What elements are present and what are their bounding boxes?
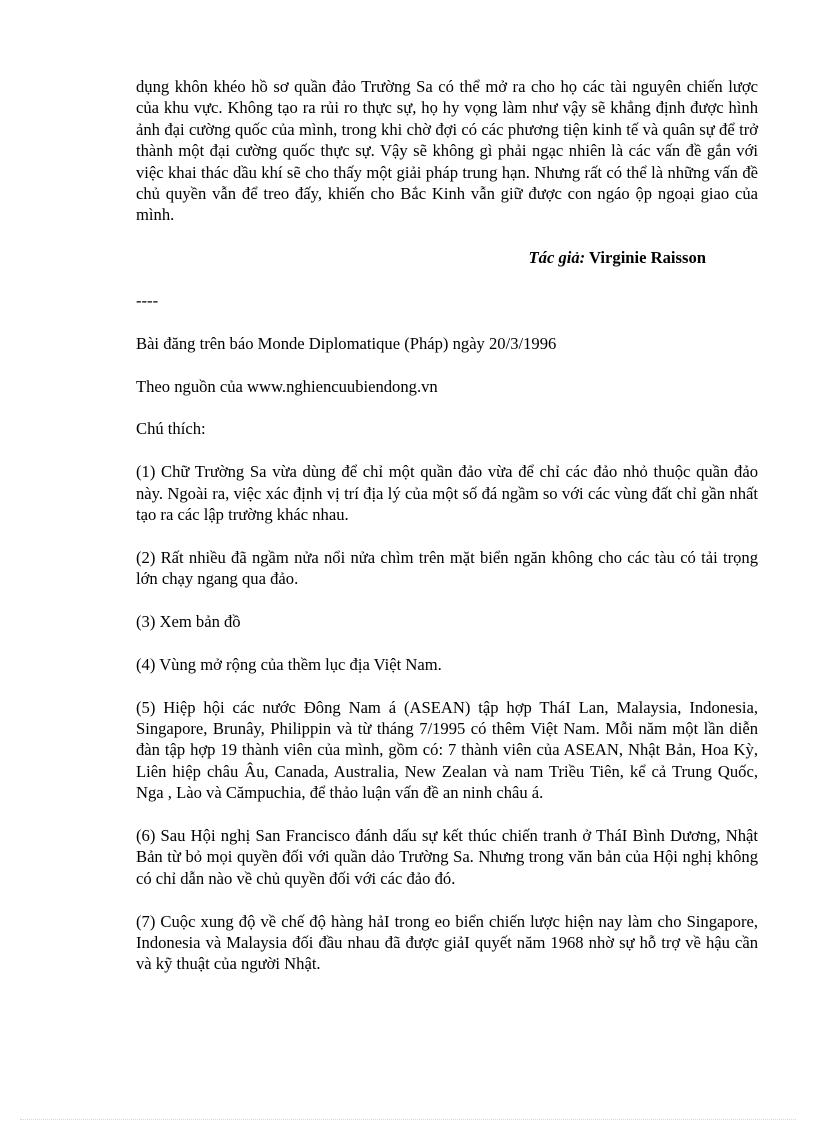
notes-heading: Chú thích: <box>136 419 206 439</box>
source-line: Theo nguồn của www.nghiencuubiendong.vn <box>136 376 438 396</box>
note-5: (5) Hiệp hội các nước Đông Nam á (ASEAN) tập hợp TháI Lan, Malaysia, Indonesia, Singapore, Brunây, Philippin và từ tháng 7/1995 có thêm Việt Nam. Mỗi năm một lần diễn đàn tập hợp 19 thành viên của mình, gồm có: 7 thành viên của ASEAN, Nhật Bản, Hoa Kỳ, Liên hiệp châu Âu, Canada, Australia, New Zealan và nam Triều Tiên, kể cả Trung Quốc, Nga , Lào và Cămpuchia, để thảo luận vấn đề an ninh châu á. <box>136 697 758 803</box>
note-3: (3) Xem bản đồ <box>136 612 241 632</box>
note-4: (4) Vùng mở rộng của thềm lục địa Việt Nam. <box>136 654 442 674</box>
page-bottom-divider <box>20 1119 796 1120</box>
separator: ---- <box>136 291 159 311</box>
author-label: Tác giả: <box>528 248 586 268</box>
note-1: (1) Chữ Trường Sa vừa dùng để chỉ một quần đảo vừa để chỉ các đảo nhỏ thuộc quần đảo này. Ngoài ra, việc xác định vị trí địa lý của một số đá ngầm so với các vùng đất chỉ gần nhất tạo ra các lập trường khác nhau. <box>136 462 758 525</box>
note-7: (7) Cuộc xung độ về chế độ hàng hảI trong eo biển chiến lược hiện nay làm cho Singapore, Indonesia và Malaysia đối đầu nhau đã được giảI quyết năm 1968 nhờ sự hỗ trợ về hậu cần và kỹ thuật của người Nhật. <box>136 911 758 974</box>
published-line: Bài đăng trên báo Monde Diplomatique (Pháp) ngày 20/3/1996 <box>136 333 557 353</box>
author-line <box>136 247 758 268</box>
note-6: (6) Sau Hội nghị San Francisco đánh dấu sự kết thúc chiến tranh ở TháI Bình Dương, Nhật Bản từ bỏ mọi quyền đối với quần dảo Trường Sa. Nhưng trong văn bản của Hội nghị không có chỉ dẫn nào về chủ quyền đối với các đảo đó. <box>136 826 758 888</box>
document-page <box>136 76 758 975</box>
intro-paragraph: dụng khôn khéo hồ sơ quần đảo Trường Sa có thể mở ra cho họ các tài nguyên chiến lược của khu vực. Không tạo ra rủi ro thực sự, họ hy vọng làm như vậy sẽ khẳng định được hình ảnh đại cường quốc của mình, trong khi chờ đợi có các phương tiện kinh tế và quân sự để trở thành một đại cường quốc thực sự. Vậy sẽ không gì phải ngạc nhiên là các vấn đề gắn với việc khai thác dầu khí sẽ cho thấy một giải pháp trung hạn. Nhưng rất có thể là những vấn đề chủ quyền vẫn để treo đấy, khiến cho Bắc Kinh vẫn giữ được con ngáo ộp ngoại giao của mình. <box>136 77 758 225</box>
note-2: (2) Rất nhiều đã ngầm nửa nổi nửa chìm trên mặt biển ngăn không cho các tàu có tải trọng lớn chạy ngang qua đảo. <box>136 547 758 589</box>
author-name: Virginie Raisson <box>585 248 706 268</box>
